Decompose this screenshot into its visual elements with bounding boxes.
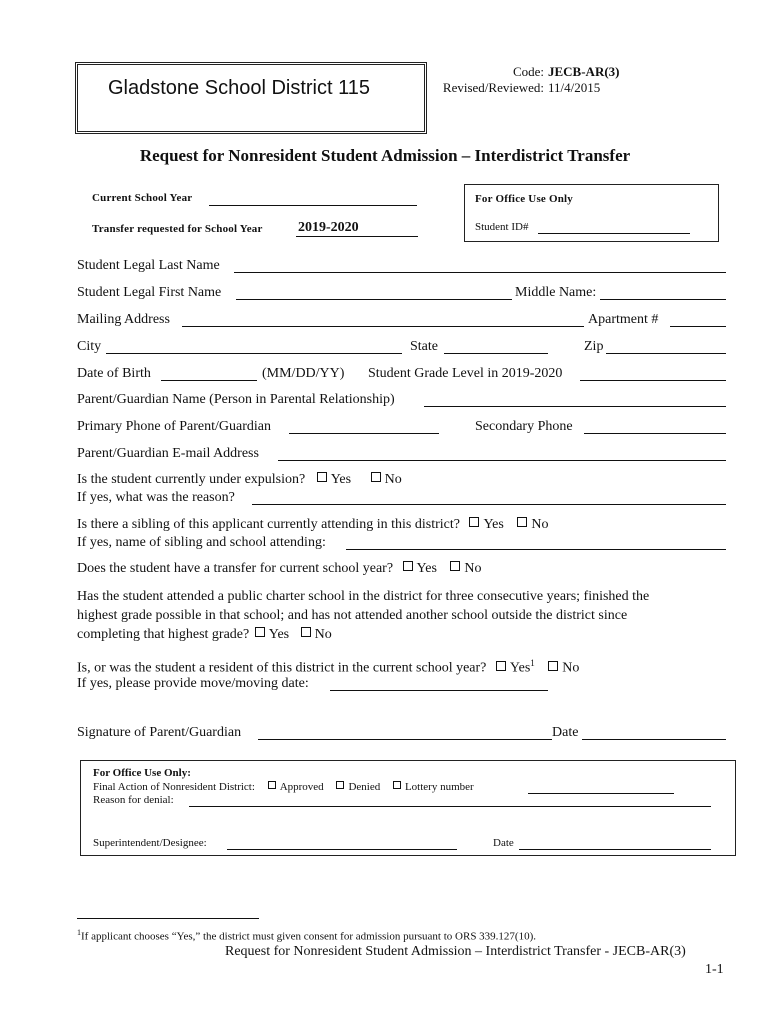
city-field[interactable] <box>106 353 402 354</box>
expulsion-reason-label: If yes, what was the reason? <box>77 490 235 505</box>
sibling-no-label: No <box>531 517 549 532</box>
sibling-name-label: If yes, name of sibling and school attending: <box>77 535 326 550</box>
parent-name-field[interactable] <box>424 406 726 407</box>
form-title: Request for Nonresident Student Admission – Interdistrict Transfer <box>139 146 631 165</box>
resident-no-checkbox[interactable] <box>548 661 558 671</box>
zip-label: Zip <box>584 339 604 354</box>
last-name-label: Student Legal Last Name <box>77 258 220 273</box>
denied-label: Denied <box>348 781 381 793</box>
current-school-year-label: Current School Year <box>92 192 193 204</box>
office-date-field[interactable] <box>519 849 711 850</box>
email-label: Parent/Guardian E-mail Address <box>77 446 259 461</box>
last-name-field[interactable] <box>234 272 726 273</box>
expulsion-no-label: No <box>384 472 402 487</box>
charter-no-checkbox[interactable] <box>301 627 311 637</box>
expulsion-question <box>77 472 402 488</box>
transfer-current-yes-checkbox[interactable] <box>403 561 413 571</box>
sibling-no-checkbox[interactable] <box>517 517 527 527</box>
resident-question <box>77 658 579 677</box>
dob-label: Date of Birth <box>77 366 151 381</box>
denial-reason-label: Reason for denial: <box>93 794 174 806</box>
signature-field[interactable] <box>258 739 552 740</box>
footnote-text: If applicant chooses “Yes,” the district must given consent for admission pursuant to ORS 339.127(10). <box>81 930 537 943</box>
office-use-bottom-box <box>80 760 736 856</box>
transfer-year-label: Transfer requested for School Year <box>92 223 263 235</box>
transfer-current-question <box>77 561 482 577</box>
middle-name-field[interactable] <box>600 299 726 300</box>
footnote-rule <box>77 918 259 919</box>
state-field[interactable] <box>444 353 548 354</box>
move-date-field[interactable] <box>330 690 548 691</box>
resident-yes-label: Yes <box>509 660 531 676</box>
grade-level-label: Student Grade Level in 2019-2020 <box>368 366 563 381</box>
final-action-row <box>93 781 474 793</box>
secondary-phone-field[interactable] <box>584 433 726 434</box>
student-id-label: Student ID# <box>475 221 529 233</box>
charter-question <box>77 587 649 644</box>
sibling-name-field[interactable] <box>346 549 726 550</box>
transfer-current-no-label: No <box>464 561 482 576</box>
expulsion-reason-field[interactable] <box>252 504 726 505</box>
middle-name-label: Middle Name: <box>515 285 597 300</box>
revised-value: 11/4/2015 <box>548 80 601 95</box>
signature-date-field[interactable] <box>582 739 726 740</box>
grade-level-field[interactable] <box>580 380 726 381</box>
superintendent-field[interactable] <box>227 849 457 850</box>
transfer-year-value: 2019-2020 <box>298 220 359 235</box>
code-value: JECB-AR(3) <box>548 64 620 79</box>
charter-yes-checkbox[interactable] <box>255 627 265 637</box>
expulsion-no-checkbox[interactable] <box>371 472 381 482</box>
footer-title: Request for Nonresident Student Admission – Interdistrict Transfer - JECB-AR(3) <box>225 944 686 959</box>
move-date-label: If yes, please provide move/moving date: <box>77 676 309 691</box>
charter-line-3: completing that highest grade? <box>77 627 250 642</box>
district-name: Gladstone School District 115 <box>108 77 370 99</box>
resident-yes-checkbox[interactable] <box>496 661 506 671</box>
secondary-phone-label: Secondary Phone <box>475 419 573 434</box>
revised-label: Revised/Reviewed: <box>442 80 544 95</box>
student-id-field[interactable] <box>538 233 690 234</box>
transfer-current-yes-label: Yes <box>416 561 437 576</box>
apartment-label: Apartment # <box>588 312 659 327</box>
superintendent-label: Superintendent/Designee: <box>93 837 207 849</box>
parent-name-label: Parent/Guardian Name (Person in Parental Relationship) <box>77 392 395 407</box>
expulsion-yes-checkbox[interactable] <box>317 472 327 482</box>
approved-label: Approved <box>279 781 324 793</box>
email-field[interactable] <box>278 460 726 461</box>
expulsion-question-text: Is the student currently under expulsion? <box>77 472 306 487</box>
city-label: City <box>77 339 102 354</box>
mailing-address-field[interactable] <box>182 326 584 327</box>
dob-field[interactable] <box>161 380 257 381</box>
footnote-marker: 1 <box>77 928 81 937</box>
dob-format-label: (MM/DD/YY) <box>262 366 345 381</box>
footnote <box>77 928 536 943</box>
primary-phone-label: Primary Phone of Parent/Guardian <box>77 419 272 434</box>
office-use-top-box <box>464 184 719 242</box>
district-name-box <box>75 62 427 134</box>
office-date-label: Date <box>493 837 514 849</box>
first-name-label: Student Legal First Name <box>77 285 222 300</box>
denial-reason-field[interactable] <box>189 806 711 807</box>
approved-checkbox[interactable] <box>268 781 276 789</box>
lottery-number-field[interactable] <box>528 793 674 794</box>
charter-line-2: highest grade possible in that school; and has not attended another school outside the district since <box>77 608 628 623</box>
resident-question-text: Is, or was the student a resident of this district in the current school year? <box>77 660 487 676</box>
lottery-label: Lottery number <box>404 781 474 793</box>
zip-field[interactable] <box>606 353 726 354</box>
first-name-field[interactable] <box>236 299 512 300</box>
code-label: Code: <box>512 64 544 79</box>
office-bottom-title: For Office Use Only: <box>93 767 191 779</box>
footnote-ref: 1 <box>530 658 535 668</box>
lottery-checkbox[interactable] <box>393 781 401 789</box>
resident-no-label: No <box>562 660 580 676</box>
sibling-question <box>77 517 548 533</box>
final-action-label: Final Action of Nonresident District: <box>93 781 255 793</box>
current-school-year-field[interactable] <box>209 205 417 206</box>
charter-yes-label: Yes <box>268 627 290 642</box>
expulsion-yes-label: Yes <box>330 472 352 487</box>
signature-label: Signature of Parent/Guardian <box>77 725 242 740</box>
signature-date-label: Date <box>552 725 579 740</box>
sibling-yes-label: Yes <box>483 517 504 532</box>
apartment-field[interactable] <box>670 326 726 327</box>
document-code-block <box>436 64 620 96</box>
transfer-year-field[interactable] <box>296 236 418 237</box>
sibling-yes-checkbox[interactable] <box>469 517 479 527</box>
mailing-address-label: Mailing Address <box>77 312 170 327</box>
office-use-title: For Office Use Only <box>475 193 573 205</box>
denied-checkbox[interactable] <box>336 781 344 789</box>
sibling-question-text: Is there a sibling of this applicant currently attending in this district? <box>77 517 460 532</box>
charter-line-1: Has the student attended a public charter school in the district for three consecutive years; finished the <box>77 589 650 604</box>
primary-phone-field[interactable] <box>289 433 439 434</box>
page-number: 1-1 <box>705 962 724 977</box>
transfer-current-no-checkbox[interactable] <box>450 561 460 571</box>
state-label: State <box>410 339 438 354</box>
charter-no-label: No <box>314 627 332 642</box>
transfer-current-text: Does the student have a transfer for current school year? <box>77 561 394 576</box>
